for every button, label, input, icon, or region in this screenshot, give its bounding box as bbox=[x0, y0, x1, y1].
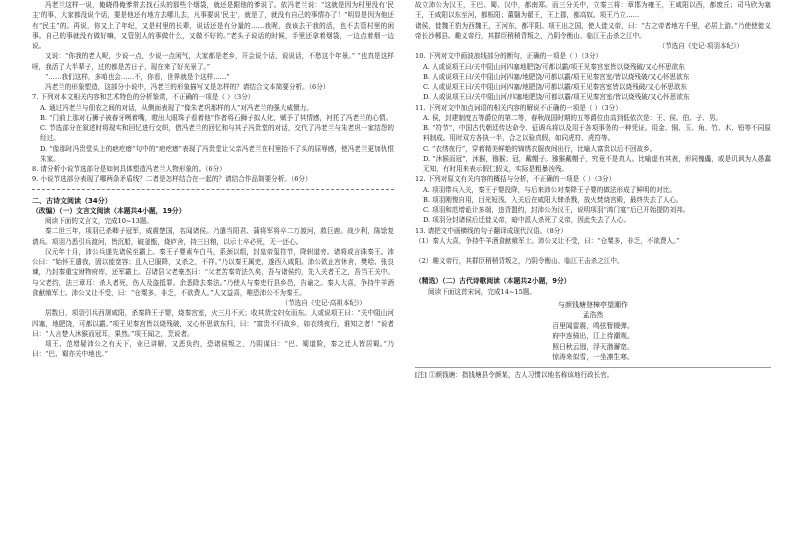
question-9: 9. 小说节选部分表现了哪两条矛盾线？二者是怎样结合在一起的？请结合作品简要分析。（6分） bbox=[32, 175, 312, 184]
q10-option-b: B. 人或说项王曰/关中阻山河四塞/地肥饶/可都以霸/项王见秦宫室/皆以烧残破/又心怀思欲东 bbox=[423, 72, 690, 81]
poem-line-2: 府中连骑出，江上待潮观。 bbox=[552, 332, 634, 341]
q11-option-c: C. “衣绣夜行”，穿着精美鲜艳的锦绣衣服夜间出行，比喻人富贵以后不回故乡。 bbox=[423, 144, 657, 153]
poem-author: 孟浩然 bbox=[582, 311, 604, 319]
question-13: 13. 请把文中画横线的句子翻译成现代汉语。（8分） bbox=[415, 226, 567, 235]
question-10: 10. 下列对文中画波浪线部分的断句，正确的一项是（ ）（3分） bbox=[415, 52, 603, 61]
q12-option-d: D. 项羽分封诸侯后迁徙义帝，暗中派人杀死了义帝，因此失去了人心。 bbox=[423, 216, 631, 225]
question-11: 11. 下列对文中加点词语的相关内容的解说不正确的一项是（ ）（3分） bbox=[415, 103, 622, 112]
classical-text-1: 秦二世三年，项羽已杀卿子冠军，威震楚国，名闻诸侯。乃遣当阳君、蒲将军将卒二万渡河，救巨鹿。战少利，陈馀复请兵。项羽乃悉引兵渡河，皆沉船，破釜甑，烧庐舍，持三日粮，以示士卒必死，无一还心。 bbox=[32, 227, 394, 246]
q11-option-d: D. “沐猴而冠”，沐猴，猕猴；冠，戴帽子。猕猴戴帽子，究竟不是真人。比喻虚有其表，形同傀儡，或是讥讽为人愚蠢无知，有时用来表示假仁假义，实际是粗暴凶残。 bbox=[423, 154, 771, 173]
question-12: 12. 下列对原文有关内容的概括与分析，不正确的一项是（ ）（3分） bbox=[415, 175, 616, 184]
q11-option-a: A. 侯，封建制度五等爵位的第二等，春秋战国时期的五等爵位由高到低依次是：王、侯、伯、子、男。 bbox=[423, 113, 723, 122]
q10-option-d: D. 人或说项王曰/关中阻山河/四塞地肥饶/可都以霸/项王见秦宫室/皆以烧残破/又心怀思欲东 bbox=[423, 93, 690, 102]
section-2-subheading: （改编）（一）文言文阅读（本题共4小题，19分） bbox=[32, 206, 186, 215]
section-2-heading: 二、古诗文阅读（34分） bbox=[32, 196, 112, 205]
source-citation-2: （节选自《史记·项羽本纪》） bbox=[658, 42, 743, 50]
q13-sentence-1: （1）秦人大喜，争持牛羊酒食献飨军士。沛公又让不受，曰：“仓粟多，非乏，不欲费人。” bbox=[415, 236, 680, 245]
classical-text-4: 项王、范增疑沛公之有天下，业已讲解，又恶负约，恐诸侯叛之，乃阴谋曰：“巴、蜀道险，秦之迁人皆居蜀。”乃曰：“巴、蜀亦关中地也。” bbox=[32, 340, 394, 359]
poem-line-1: 百里闻雷震，鸣弦暂辍弹。 bbox=[552, 321, 634, 330]
section-divider bbox=[32, 189, 394, 190]
left-column bbox=[32, 0, 394, 360]
q7-option-c: C. 节选部分在叙述时将现实和回忆进行交织，借冯老兰的回忆和与其子冯贵堂的对话，交代了冯老兰与朱老巩一家结怨的经过。 bbox=[40, 124, 394, 143]
q10-option-a: A. 人或说项王曰/关中阻山河四塞地肥饶/可都以霸/项王见秦宫室皆以烧残破/又心怀思欲东 bbox=[423, 62, 685, 71]
right-column bbox=[415, 0, 771, 380]
q12-option-a: A. 项羽带兵入关，秦王子婴投降，与后来沛公对秦降王子婴的做法形成了鲜明的对比。 bbox=[423, 185, 676, 194]
q12-option-c: C. 项羽和范增诡计多端，违背盟约，封沛公为汉王，说明项羽“鸿门宴”后已开始提防刘邦。 bbox=[423, 206, 690, 214]
story-paragraph-1: 冯老兰这样一说，俺晓得俺爹常去找石头的那些个烟袋，就还是跟他的爹说了。依冯老兰说：“这就是因为村里没有‘民主’的事，大家都没说个话，要是他还有地方去哪儿去，凡事要说‘民主’，就是了，就没有自己的事情办了！”明显是因为他还有“民主”的。再说，你又上了年纪，又是村里的长辈，说话还是有分量的……我呢，我该去干我的活，也不去管村里的闲事。自己的事就没有做好嘛，又管别人的事做什么，又做不好的。”老头子说话的时候，手里还拿着烟袋，一边点着烟一边说。 bbox=[32, 1, 394, 50]
q7-option-d: D. “像那时冯贵堂头上的疤疙瘩”句中的“疤疙瘩”表现了冯贵堂让父亲冯老兰在村里抬不了头的屈辱感，使冯老兰更加仇恨朱家。 bbox=[40, 144, 394, 163]
section-3-intro: 阅读下面这首宋词，完成14~15题。 bbox=[428, 287, 537, 296]
q13-sentence-2: （2）趣义帝行，其群臣稍稍背叛之，乃阴令衡山、临江王击杀之江中。 bbox=[415, 257, 624, 265]
story-tail: 冯老兰的形象塑造，这部分小说中，冯老兰的形象描写又是怎样的？请结合文本简要分析。（6分） bbox=[45, 83, 330, 91]
answer-space-1 bbox=[415, 246, 771, 256]
q12-option-b: B. 项羽刚愎自用，目光短浅，入关后在咸阳大肆杀戮，放火焚烧宫殿，最终失去了人心。 bbox=[423, 195, 683, 204]
q11-option-b: B. “符节”，中国古代朝廷传达命令、征调兵将以及用于各项事务的一种凭证。用金、铜、玉、角、竹、木、铅等不同原料制成。用时双方各执一半，合之以验真假，如同虎符、虎符等。 bbox=[423, 124, 771, 143]
section-3-subheading: （精选）（二）古代诗歌阅读（本题共2小题，9分） bbox=[415, 277, 571, 286]
question-8: 8. 请分析小说节选部分是如何具体塑造冯老兰人物形象的。（6分） bbox=[32, 165, 226, 173]
question-7: 7. 下列对本文相关内容和艺术特色的分析鉴赏，不正确的一项是（ ）（3分） bbox=[32, 93, 255, 102]
story-paragraph-3: “……我们这样，多咱也会……不，你看，世界就是个这样……” bbox=[45, 72, 230, 81]
q10-option-c: C. 人或说项王曰/关中阻山河四塞/地肥饶/可都以霸/项王见秦宫室皆以烧残破/又心怀思欲东 bbox=[423, 83, 688, 91]
poem-title: 与颜钱塘登樟亭望潮作 bbox=[558, 300, 628, 309]
q7-option-a: A. 通过冯老兰与佃农之间的对话，从侧面表现了“像朱老巩那样的人”对冯老兰的强大威慑力。 bbox=[40, 103, 313, 112]
poem-footnote: [注] ①颜钱塘：指钱塘县令颜某，古人习惯以地名称该地行政长官。 bbox=[415, 367, 771, 380]
classical-text-cont-1: 故立沛公为汉王，王巴、蜀、汉中，都南郑。而三分关中，立秦三将：章邯为雍王，王咸阳以西，都废丘；司马欣为塞王，王咸阳以东至河，都栎阳；董翳为翟王，王上郡，都高奴。项王乃立…… bbox=[415, 1, 771, 20]
story-paragraph-2: 又说：“你我的老人呢，少说一点，少说一点闲气，大家都是老乡，开会说个话，说说话，不愁这个年景。” “也真是这样呀，我活了大半辈子，过的都是苦日子，现在来了好光景了。” bbox=[32, 52, 394, 71]
classical-text-3: 居数日，项羽引兵西屠咸阳，杀秦降王子婴，烧秦宫室，火三月不灭；收其货宝妇女而东。人或说项王曰：“关中阻山河四塞，地肥饶，可都以霸。”项王见秦宫皆以烧残破，又心怀思欲东归，曰：“富贵不归故乡，如衣绣夜行，谁知之者！”说者曰：“人言楚人沐猴而冠耳，果然。”项王闻之，烹说者。 bbox=[32, 309, 394, 338]
source-citation-1: （节选自《史记·高祖本纪》） bbox=[281, 299, 366, 307]
classical-text-2: 汉元年十月，沛公兵遂先诸侯至霸上。秦王子婴素车白马，系颈以组，封皇帝玺符节，降轵道旁。诸将或言诛秦王。沛公曰：“始怀王遣我，固以能宽容；且人已服降，又杀之，不祥。”乃以秦王属吏，遂西入咸阳。沛公欲止宫休舍，樊哙、张良谏，乃封秦重宝财物府库，还军霸上。召诸县父老豪杰曰：“父老苦秦苛法久矣，吾与诸侯约，先入关者王之，吾当王关中。与父老约，法三章耳：杀人者死，伤人及盗抵罪。余悉除去秦法。”乃使人与秦吏行县乡邑，告谕之。秦人大喜，争持牛羊酒食献飨军士。沛公又让不受，曰：“仓粟多，非乏，不欲费人。”人又益喜，唯恐沛公不为秦王。 bbox=[32, 247, 394, 297]
q7-option-b: B. “门前上那对石狮子被春牙咧着嘴，瞪出大眼珠子看着他”作者将石狮子拟人化，赋予了其情感，衬托了冯老兰的心情。 bbox=[40, 113, 393, 122]
classical-text-cont-2: 诸侯，徙魏王豹为西魏王，王河东，都平阳。项王出之国，使人徙义帝，曰：“古之帝者地方千里，必居上游。”乃使使徙义帝长沙郴县。趣义帝行，其群臣稍稍背叛之，乃阴令衡山、临江王击杀之江中。 bbox=[415, 21, 771, 40]
answer-space-2 bbox=[415, 266, 771, 276]
poem-line-3: 照日秋云迥，浮天渤澥宽。 bbox=[552, 342, 634, 351]
poem-line-4: 惊涛来似雪，一坐凛生寒。 bbox=[552, 353, 634, 362]
section-2-intro: 阅读下面的文言文，完成10~13题。 bbox=[45, 217, 154, 225]
